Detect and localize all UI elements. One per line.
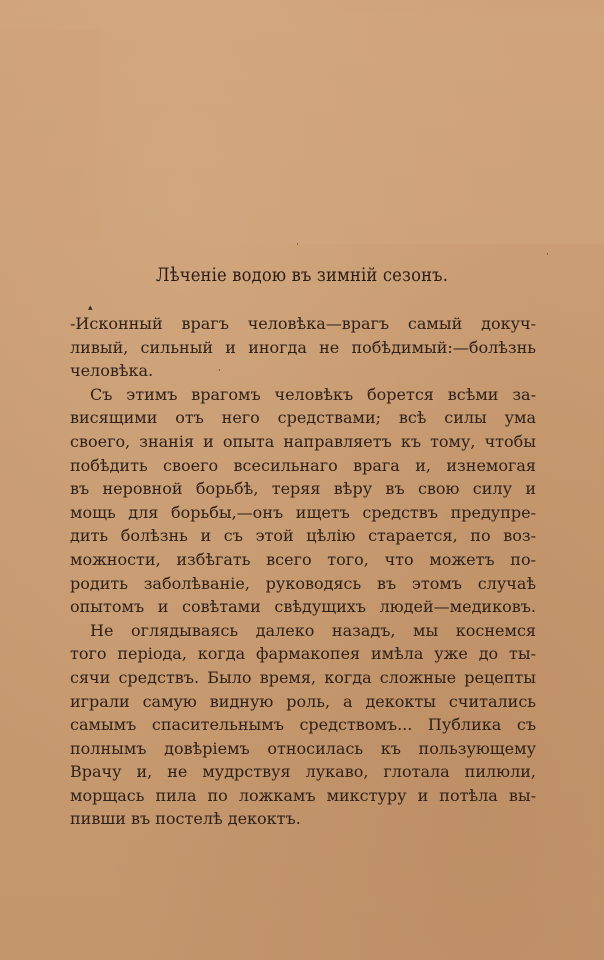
ink-mark: ▴	[88, 303, 93, 313]
text-line: Съ этимъ врагомъ человѣкъ борется всѣми за-	[90, 384, 536, 404]
paper-patch	[198, 14, 604, 244]
ink-dot: ·	[296, 240, 299, 250]
text-line: побѣдить своего всесильнаго врага и, изнемогая	[70, 455, 536, 475]
text-line: родить заболѣваніе, руководясь въ этомъ случаѣ	[70, 573, 536, 593]
text-line: Врачу и, не мудрствуя лукаво, глотала пилюли,	[70, 762, 536, 782]
text-line: -Исконный врагъ человѣка—врагъ самый докуч-	[70, 314, 536, 333]
body-text	[70, 312, 536, 831]
text-line: пивши въ постелѣ декоктъ.	[70, 809, 301, 829]
text-line: морщась пила по ложкамъ микстуру и потѣла вы-	[70, 785, 536, 805]
text-line: въ неровной борьбѣ, теряя вѣру въ свою силу и	[70, 479, 536, 499]
text-line: самымъ спасительнымъ средствомъ... Публика съ	[70, 715, 536, 735]
text-line: человѣка.	[70, 361, 154, 381]
text-line: можности, избѣгать всего того, что можетъ по-	[70, 549, 536, 569]
ink-dot: ·	[546, 250, 549, 260]
text-line: Не оглядываясь далеко назадъ, мы коснемся	[90, 620, 536, 640]
text-line: играли самую видную роль, а декокты считались	[70, 691, 536, 711]
text-line: сячи средствъ. Было время, когда сложные рецепты	[70, 667, 536, 687]
text-line: дить болѣзнь и съ этой цѣлію старается, по воз-	[70, 526, 536, 546]
text-line: ливый, сильный и иногда не побѣдимый:—болѣзнь	[70, 337, 536, 357]
text-line: висящими отъ него средствами; всѣ силы ума	[70, 408, 536, 428]
paper-patch-left	[0, 30, 100, 242]
text-line: полнымъ довѣріемъ относилась къ пользующему	[70, 738, 536, 758]
page-title: Лѣченіе водою въ зимній сезонъ.	[155, 264, 449, 286]
text-line: того періода, когда фармакопея имѣла уже до ты-	[70, 644, 536, 664]
text-line: мощь для борьбы,—онъ ищетъ средствъ предупре-	[70, 502, 536, 522]
text-line: своего, знанія и опыта направляетъ къ тому, чтобы	[70, 431, 536, 451]
ink-dot: ·	[218, 366, 221, 376]
text-line: опытомъ и совѣтами свѣдущихъ людей—медиковъ.	[70, 597, 536, 617]
